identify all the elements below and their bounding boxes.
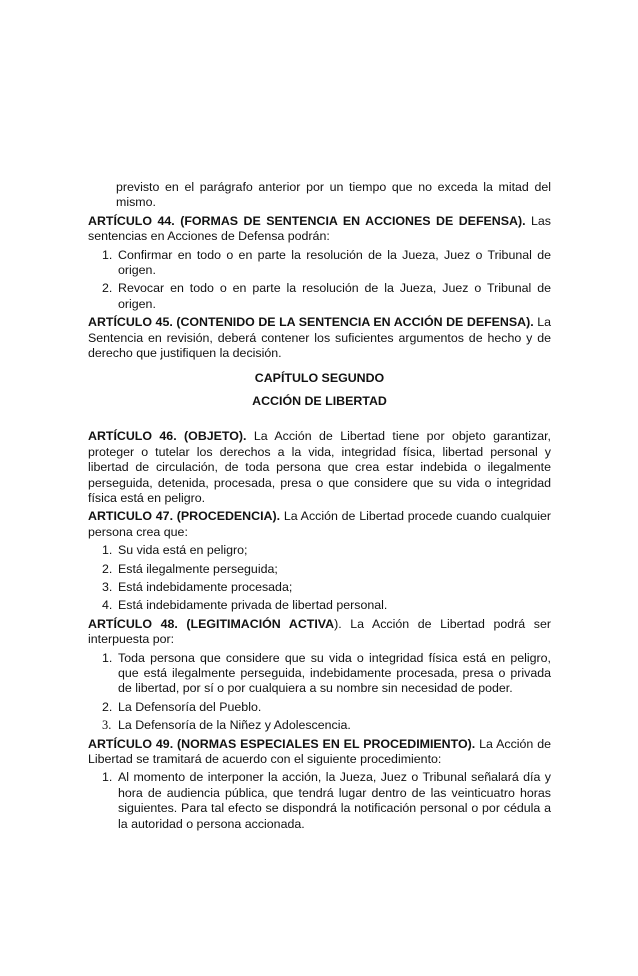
article-49-body: La Acción de Libertad se tramitará de acuerdo con el siguiente procedimiento: <box>88 736 551 766</box>
article-44-heading: ARTÍCULO 44. (FORMAS DE SENTENCIA EN ACCIONES DE DEFENSA). <box>88 213 526 228</box>
article-47-body: La Acción de Libertad procede cuando cualquier persona crea que: <box>88 509 551 539</box>
list-item-text: Toda persona que considere que su vida o integridad física está en peligro, que está ilegalmente perseguida, indebidamente procesada, presa o privada de libertad, por sí o por cualquiera a su nombre sin necesidad de poder. <box>118 650 551 696</box>
list-item-text: Revocar en todo o en parte la resolución de la Jueza, Juez o Tribunal de origen. <box>118 281 551 311</box>
article-44-list <box>88 248 551 313</box>
list-item <box>88 281 551 312</box>
list-item-number: 1. <box>102 247 113 262</box>
list-item <box>88 543 551 558</box>
list-item <box>88 651 551 697</box>
chapter-subtitle: ACCIÓN DE LIBERTAD <box>252 393 387 408</box>
article-47-paragraph <box>88 509 551 540</box>
article-48-list <box>88 651 551 734</box>
list-item <box>88 598 551 613</box>
list-item <box>88 770 551 832</box>
article-48-paragraph <box>88 617 551 648</box>
article-46-heading: ARTÍCULO 46. (OBJETO). <box>88 429 247 444</box>
list-item-number: 1. <box>102 770 113 785</box>
page-content <box>88 180 551 835</box>
list-item-text: Confirmar en todo o en parte la resolución de la Jueza, Juez o Tribunal de origen. <box>118 247 551 278</box>
article-49-paragraph <box>88 737 551 768</box>
list-item <box>88 248 551 279</box>
article-45-body: La Sentencia en revisión, deberá contener los suficientes argumentos de hecho y de derecho que justifiquen la decisión. <box>88 315 551 361</box>
article-47-list <box>88 543 551 614</box>
article-47-heading: ARTICULO 47. (PROCEDENCIA). <box>88 509 281 524</box>
list-item-number: 2. <box>102 699 113 714</box>
list-item-number: 4. <box>102 598 113 613</box>
list-item-text: Su vida está en peligro; <box>118 543 248 558</box>
list-item-text: La Defensoría de la Niñez y Adolescencia. <box>118 718 351 733</box>
list-item-text: Está indebidamente privada de libertad personal. <box>118 598 388 613</box>
article-49-heading: ARTÍCULO 49. (NORMAS ESPECIALES EN EL PROCEDIMIENTO). <box>88 736 476 751</box>
article-46-body: La Acción de Libertad tiene por objeto garantizar, proteger o tutelar los derechos a la vida, integridad física, libertad personal y libertad de circulación, de toda persona que crea estar indebida o ilegalmente perseguida, detenida, procesada, presa o que considere que su vida o integridad física está en peligro. <box>88 429 552 505</box>
article-44-body: Las sentencias en Acciones de Defensa podrán: <box>88 213 551 244</box>
article-49-list <box>88 770 551 832</box>
list-item-text: Está ilegalmente perseguida; <box>118 561 278 576</box>
list-item <box>88 700 551 715</box>
article-45-heading: ARTÍCULO 45. (CONTENIDO DE LA SENTENCIA EN ACCIÓN DE DEFENSA). <box>88 315 534 330</box>
list-item-number: 2. <box>102 281 113 296</box>
article-45-paragraph <box>88 315 551 361</box>
list-item <box>88 562 551 577</box>
list-item-text: Al momento de interponer la acción, la Jueza, Juez o Tribunal señalará día y hora de audiencia pública, que tendrá lugar dentro de las veinticuatro horas siguientes. Para tal efecto se dispondrá la notificación personal o por cédula a la autoridad o persona accionada. <box>118 770 551 831</box>
list-item-number: 1. <box>102 543 113 558</box>
list-item-number: 3. <box>102 718 112 733</box>
article-44-paragraph <box>88 214 551 245</box>
continued-list-item-text: previsto en el parágrafo anterior por un tiempo que no exceda la mitad del mismo. <box>116 180 551 210</box>
article-48-heading: ARTÍCULO 48. (LEGITIMACIÓN ACTIVA <box>88 616 335 631</box>
list-item-number: 3. <box>102 579 113 594</box>
list-item <box>88 580 551 595</box>
article-48-body: ). La Acción de Libertad podrá ser interpuesta por: <box>88 616 551 647</box>
list-item <box>88 718 551 733</box>
chapter-title: CAPÍTULO SEGUNDO <box>254 371 385 386</box>
list-item-text: Está indebidamente procesada; <box>118 579 293 594</box>
article-46-paragraph <box>88 429 551 506</box>
list-item-text: La Defensoría del Pueblo. <box>118 699 262 714</box>
list-item-number: 1. <box>102 650 113 665</box>
list-item-number: 2. <box>102 561 113 576</box>
